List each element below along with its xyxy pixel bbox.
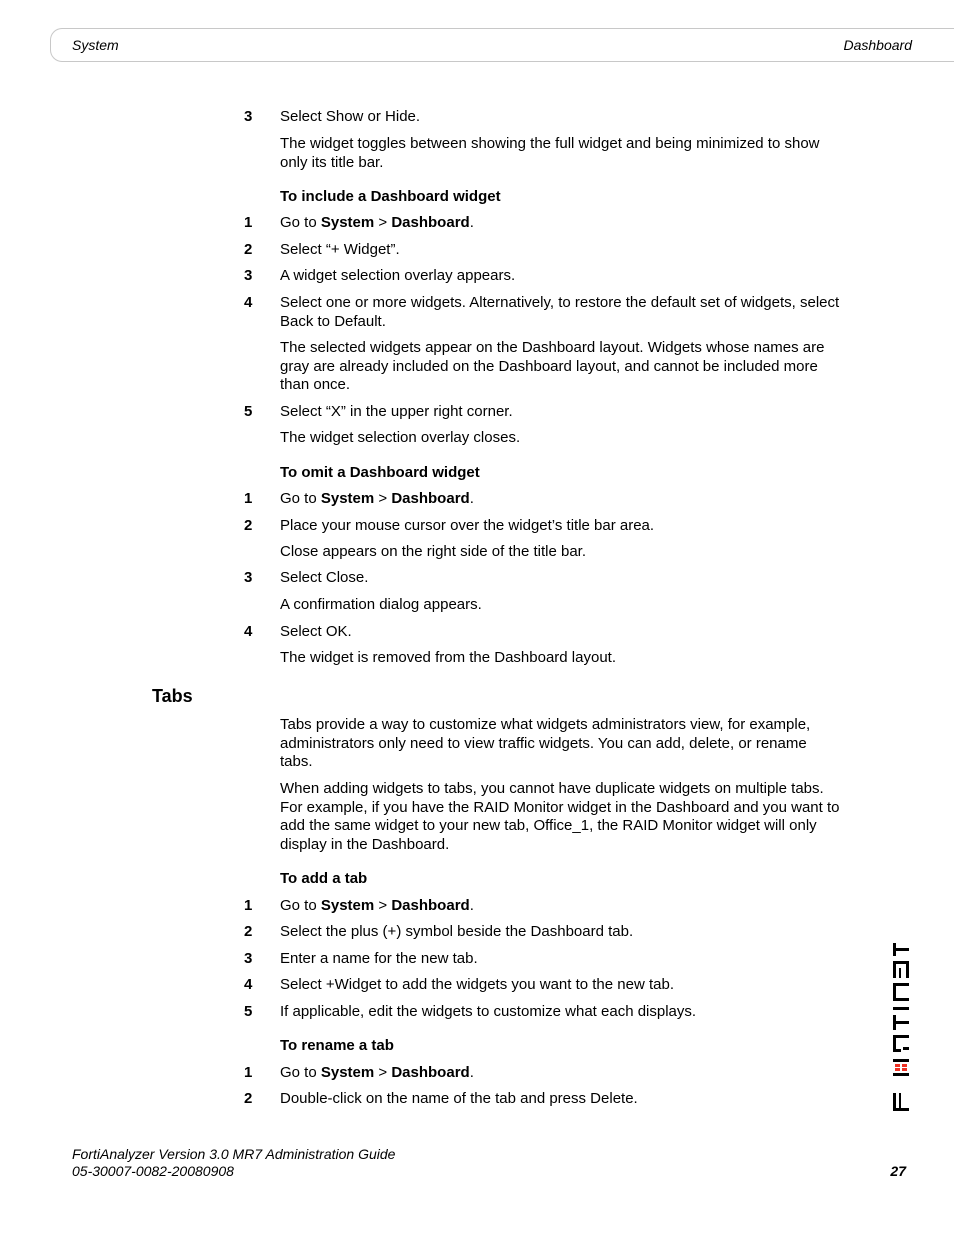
footer-document-info: [72, 1146, 395, 1180]
footer-document-number: 05-30007-0082-20080908: [72, 1163, 234, 1179]
section-title: Tabs: [152, 686, 193, 706]
page-number: 27: [890, 1163, 906, 1179]
step-text: Select Show or Hide.: [280, 108, 421, 125]
header-chapter: System: [72, 37, 119, 53]
footer-guide-title: FortiAnalyzer Version 3.0 MR7 Administration Guide: [72, 1146, 396, 1162]
step-number: 3: [244, 108, 253, 125]
running-header-frame: [50, 28, 954, 62]
fortinet-logo-icon: [893, 943, 913, 1128]
header-section: Dashboard: [843, 37, 912, 53]
